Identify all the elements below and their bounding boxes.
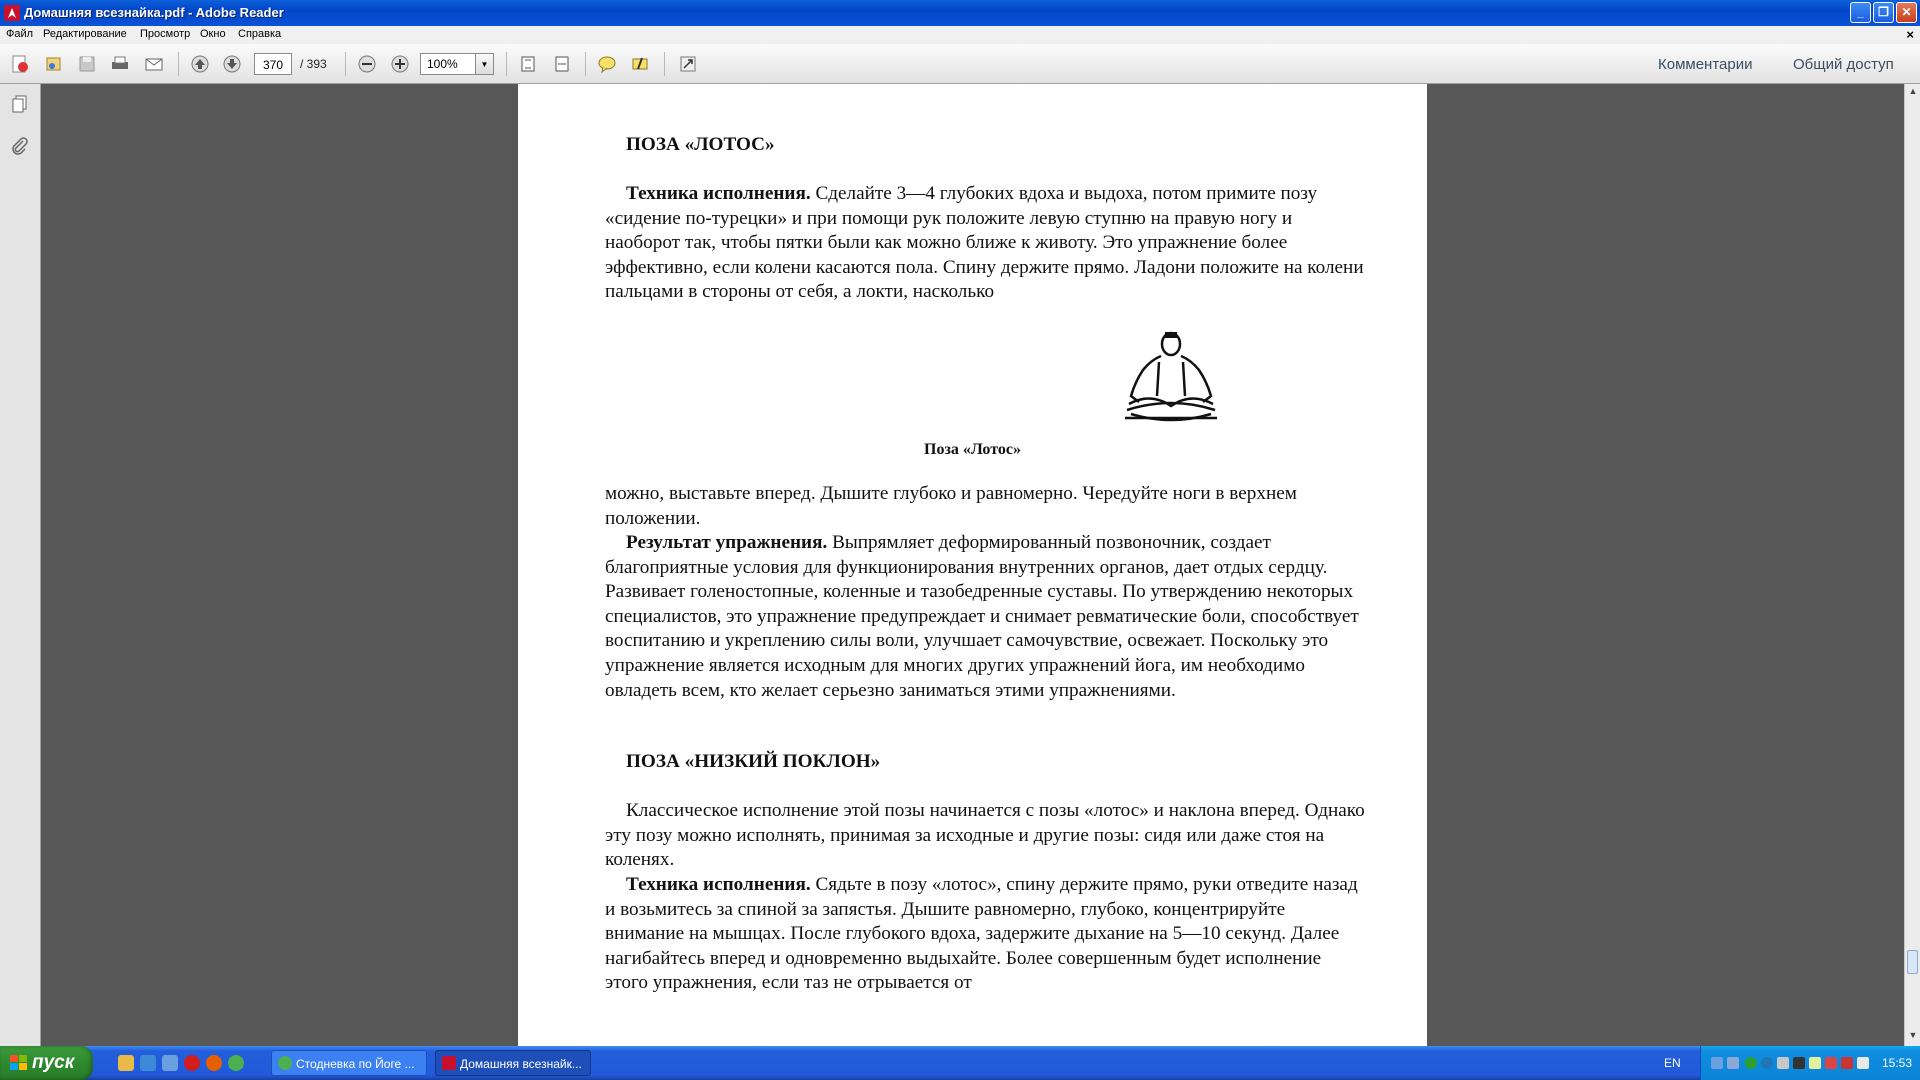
tray-icon-1[interactable]	[1711, 1057, 1723, 1069]
opera-icon[interactable]	[184, 1055, 200, 1071]
paragraph-low-bow-technique-label: Техника исполнения.	[626, 874, 811, 895]
taskbar-item-chrome[interactable]	[271, 1050, 427, 1076]
highlight-icon[interactable]	[628, 52, 652, 76]
vertical-scrollbar[interactable]	[1904, 84, 1920, 1046]
attachments-icon[interactable]	[8, 134, 32, 158]
menu-edit[interactable]: Редактирование	[43, 28, 127, 40]
reader-task-icon	[442, 1056, 456, 1070]
zoom-out-icon[interactable]	[355, 52, 379, 76]
expand-icon[interactable]	[676, 52, 700, 76]
ie-icon[interactable]	[140, 1055, 156, 1071]
scroll-thumb[interactable]	[1907, 950, 1918, 974]
window-title: Домашняя всезнайка.pdf - Adobe Reader	[24, 5, 284, 20]
menu-help[interactable]: Справка	[238, 28, 282, 40]
menu-bar	[0, 26, 1920, 44]
taskbar-item-reader-label: Домашняя всезнайк...	[460, 1057, 582, 1071]
save-icon[interactable]	[75, 52, 99, 76]
tray-icon-9[interactable]	[1841, 1057, 1853, 1069]
fit-width-icon[interactable]	[550, 52, 574, 76]
create-pdf-icon[interactable]	[8, 52, 32, 76]
network-icon[interactable]	[1857, 1057, 1869, 1069]
start-label: пуск	[32, 1052, 75, 1073]
paragraph-result-text: Выпрямляет деформированный позвоночник, создает благоприятные условия для функционирования внутренних органов, дает отдых сердцу. Развивает голеностопные, коленные и тазобедренные суставы. По утверждению некоторых специалистов, это упражнение предупреждает и снимает ревматические боли, способствует воспитанию и укреплению силы воли, улучшает самочувствие, освежает. Поскольку это упражнение является исходным для многих других упражнений йога, им необходимо овладеть всем, кто желает серьезно заниматься этими упражнениями.	[605, 532, 1359, 701]
figure-caption: Поза «Лотос»	[924, 441, 1021, 458]
previous-page-icon[interactable]	[188, 52, 212, 76]
paragraph-low-bow-technique	[605, 873, 1365, 996]
page-total: / 393	[300, 57, 327, 71]
lotus-pose-figure	[1121, 330, 1221, 434]
heading-low-bow: ПОЗА «НИЗКИЙ ПОКЛОН»	[626, 751, 881, 772]
page-thumbnails-icon[interactable]	[8, 92, 32, 116]
title-bar	[0, 0, 1920, 26]
paragraph-result-label: Результат упражнения.	[626, 532, 828, 553]
taskbar	[0, 1046, 1920, 1080]
open-file-icon[interactable]	[42, 52, 66, 76]
tray-icon-2[interactable]	[1727, 1057, 1739, 1069]
toolbar	[0, 44, 1920, 84]
print-icon[interactable]	[108, 52, 132, 76]
chrome-task-icon	[278, 1056, 292, 1070]
page-number-input[interactable]: 370	[254, 53, 292, 75]
paragraph-result	[605, 531, 1365, 703]
show-desktop-icon[interactable]	[162, 1055, 178, 1071]
close-document-icon[interactable]: ×	[1906, 27, 1914, 42]
paragraph-low-bow-technique-text: Сядьте в позу «лотос», спину держите прямо, руки отведите назад и возьмитесь за спиной за запястья. Дышите равномерно, глубоко, концентрируйте внимание на мышцах. После глубокого вдоха, задержите дыхание на 5—10 секунд. Далее нагибайтесь вперед и одновременно выдыхайте. Более совершенным будет исполнение этого упражнения, если таз не отрывается от	[605, 874, 1358, 994]
firefox-icon[interactable]	[206, 1055, 222, 1071]
comment-icon[interactable]	[595, 52, 619, 76]
tray-icon-4[interactable]	[1761, 1057, 1773, 1069]
email-icon[interactable]	[142, 52, 166, 76]
paragraph-low-bow-intro: Классическое исполнение этой позы начинается с позы «лотос» и наклона вперед. Однако эту позу можно исполнять, принимая за исходные и другие позы: сидя или даже стоя на коленях.	[605, 800, 1365, 871]
document-view[interactable]	[41, 84, 1904, 1046]
flag-icon[interactable]	[1825, 1057, 1837, 1069]
volume-icon[interactable]	[1793, 1057, 1805, 1069]
adobe-reader-icon	[4, 5, 20, 21]
heading-lotus: ПОЗА «ЛОТОС»	[626, 134, 775, 155]
taskbar-item-chrome-label: Стодневка по Йоге ...	[296, 1057, 415, 1071]
restore-button[interactable]: ❐	[1873, 2, 1894, 23]
share-link[interactable]: Общий доступ	[1793, 56, 1894, 73]
comments-link[interactable]: Комментарии	[1658, 56, 1753, 73]
pdf-page	[518, 84, 1427, 1046]
chrome-icon[interactable]	[228, 1055, 244, 1071]
tray-icon-7[interactable]	[1809, 1057, 1821, 1069]
scroll-down-icon[interactable]: ▼	[1908, 1030, 1918, 1040]
menu-view[interactable]: Просмотр	[140, 28, 191, 40]
zoom-dropdown-icon[interactable]: ▼	[476, 53, 494, 75]
paragraph-continued: можно, выставьте вперед. Дышите глубоко и равномерно. Чередуйте ноги в верхнем положении.	[605, 483, 1297, 529]
navigation-pane	[0, 84, 41, 1046]
system-tray	[1700, 1046, 1920, 1080]
quicklaunch-icon-1[interactable]	[118, 1055, 134, 1071]
next-page-icon[interactable]	[220, 52, 244, 76]
scroll-up-icon[interactable]: ▲	[1908, 86, 1918, 96]
zoom-in-icon[interactable]	[388, 52, 412, 76]
tray-icon-3[interactable]	[1745, 1057, 1757, 1069]
paragraph-technique-text: Сделайте 3—4 глубоких вдоха и выдоха, потом примите позу «сидение по-турецки» и при помощи рук положите левую ступню на правую ногу и наоборот так, чтобы пятки были как можно ближе к животу. Это упражнение более эффективно, если колени касаются пола. Спину держите прямо. Ладони положите на колени пальцами в стороны от себя, а локти, насколько	[605, 183, 1364, 303]
menu-file[interactable]: Файл	[6, 28, 34, 40]
taskbar-item-reader[interactable]	[435, 1050, 591, 1076]
paragraph-technique-label: Техника исполнения.	[626, 183, 811, 204]
language-indicator[interactable]: EN	[1664, 1056, 1681, 1070]
windows-logo-icon	[10, 1055, 27, 1071]
menu-window[interactable]: Окно	[200, 28, 226, 40]
fit-page-icon[interactable]	[516, 52, 540, 76]
tray-icon-5[interactable]	[1777, 1057, 1789, 1069]
zoom-level-input[interactable]: 100%	[420, 53, 476, 75]
paragraph-technique	[605, 182, 1365, 305]
start-button[interactable]	[0, 1046, 93, 1080]
clock[interactable]: 15:53	[1881, 1056, 1912, 1070]
minimize-button[interactable]: _	[1850, 2, 1871, 23]
close-button[interactable]: ✕	[1896, 2, 1917, 23]
